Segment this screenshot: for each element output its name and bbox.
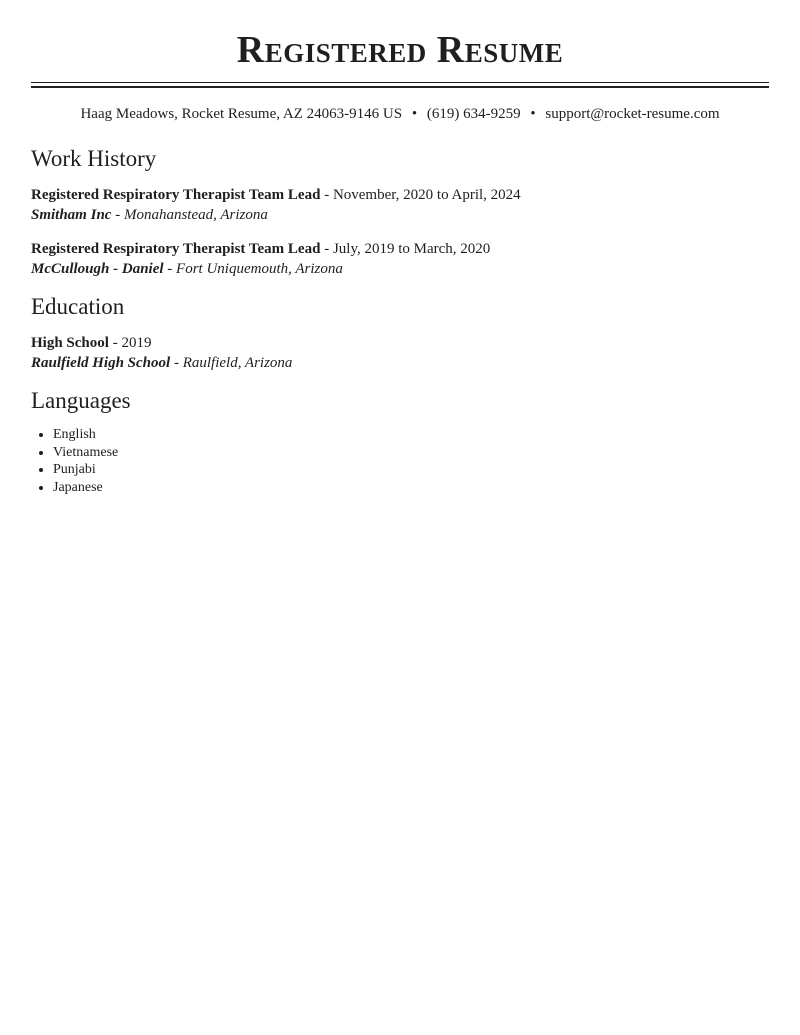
- languages-heading: Languages: [31, 388, 131, 413]
- language-item: • English: [53, 426, 769, 444]
- job-company: McCullough - Daniel: [31, 261, 164, 277]
- language-item: • Punjabi: [53, 461, 769, 479]
- languages-list: [31, 426, 769, 496]
- contact-separator: •: [411, 106, 418, 122]
- contact-separator: •: [530, 106, 536, 122]
- job-location: Fort Uniquemouth, Arizona: [176, 261, 343, 277]
- job-dash: -: [167, 261, 177, 277]
- education-entry: [31, 333, 769, 373]
- job-dash: -: [324, 187, 333, 203]
- job-role: Registered Respiratory Therapist Team Lead: [31, 187, 321, 203]
- job-company: Smitham Inc: [31, 207, 112, 223]
- language-item: • Japanese: [53, 479, 769, 497]
- title-divider: [31, 82, 769, 88]
- education-school: Raulfield High School: [31, 355, 171, 371]
- education-location: Raulfield, Arizona: [182, 355, 293, 371]
- job-dash: -: [324, 241, 333, 257]
- job-dates: July, 2019 to March, 2020: [332, 241, 491, 257]
- resume-title: Registered Resume: [236, 29, 564, 71]
- job-location: Monahanstead, Arizona: [123, 207, 268, 223]
- work-history-heading: Work History: [31, 146, 157, 171]
- work-entry: [31, 239, 769, 279]
- work-entry: [31, 185, 769, 225]
- contact-address: Haag Meadows, Rocket Resume, AZ 24063-9146 US: [80, 106, 403, 122]
- education-year: 2019: [121, 335, 152, 351]
- education-heading: Education: [31, 294, 125, 319]
- job-role: Registered Respiratory Therapist Team Lead: [31, 241, 321, 257]
- job-dash: -: [115, 207, 124, 223]
- education-dash: -: [112, 335, 122, 351]
- contact-phone: (619) 634-9259: [426, 106, 521, 122]
- job-dates: November, 2020 to April, 2024: [332, 187, 521, 203]
- language-item: • Vietnamese: [53, 444, 769, 462]
- education-degree: High School: [31, 335, 109, 351]
- education-dash: -: [173, 355, 183, 371]
- contact-line: [31, 105, 769, 123]
- contact-email: support@rocket-resume.com: [545, 106, 720, 122]
